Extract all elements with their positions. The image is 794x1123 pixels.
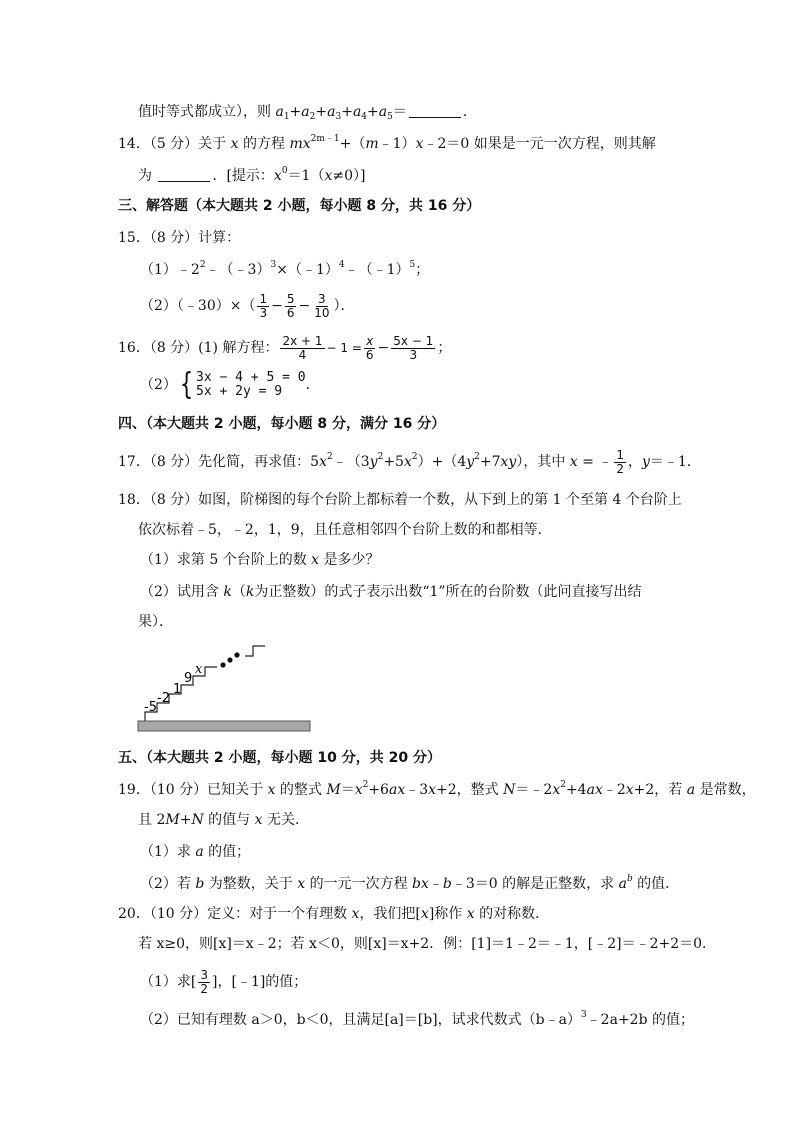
var: M bbox=[165, 812, 180, 828]
term: ＝ bbox=[392, 104, 407, 120]
term: a bbox=[327, 104, 336, 120]
q15-part1 bbox=[140, 260, 429, 280]
numerator: 1 bbox=[259, 291, 268, 306]
var: x bbox=[319, 454, 327, 470]
text: ﹣3 bbox=[405, 782, 429, 798]
text: ； bbox=[415, 262, 430, 278]
q15-heading: 15．（8 分）计算： bbox=[118, 230, 241, 246]
text: 无关． bbox=[262, 812, 309, 828]
text: 16．（8 分）(1) 解方程： bbox=[118, 340, 279, 356]
var: x bbox=[254, 812, 263, 828]
denominator: 2 bbox=[200, 981, 209, 996]
text: ﹣（3 bbox=[332, 454, 370, 470]
numerator: 2x + 1 bbox=[282, 333, 323, 348]
term: + bbox=[315, 104, 328, 120]
step-label-3: 1 bbox=[173, 682, 182, 697]
q19-part2 bbox=[140, 874, 679, 894]
text: ≠0）] bbox=[332, 168, 366, 184]
var: ax bbox=[388, 782, 406, 798]
section-3-heading: 三、解答题（本大题共 2 小题，每小题 8 分，共 16 分） bbox=[118, 198, 481, 214]
text: ﹣（﹣1） bbox=[344, 262, 410, 278]
q13-tail bbox=[138, 102, 477, 122]
numerator: 5 bbox=[286, 291, 295, 306]
text: （2）已知有理数 a＞0，b＜0，且满足[a]＝[b]，试求代数式（b﹣a） bbox=[140, 1012, 581, 1028]
exponent: 2 bbox=[560, 780, 566, 790]
var: x bbox=[403, 454, 412, 470]
ground-bar bbox=[138, 721, 310, 731]
var: a bbox=[195, 844, 204, 860]
numerator: 3 bbox=[200, 967, 209, 982]
var: ax bbox=[586, 782, 603, 798]
q20-line1 bbox=[118, 904, 549, 924]
text: ﹣ bbox=[428, 876, 443, 892]
staircase-figure bbox=[135, 638, 315, 734]
var: a bbox=[686, 782, 696, 798]
section-5-heading: 五、（本大题共 2 小题，每小题 10 分，共 20 分） bbox=[118, 750, 441, 766]
q20-part2 bbox=[140, 1010, 694, 1030]
var: x bbox=[267, 782, 276, 798]
text: +7 bbox=[479, 454, 501, 470]
text: ＝1（ bbox=[287, 168, 325, 184]
text: 的整式 bbox=[275, 782, 327, 798]
numerator: 3 bbox=[318, 291, 326, 306]
term: 2 bbox=[309, 112, 316, 122]
var: mx bbox=[289, 136, 311, 152]
exponent: 4 bbox=[338, 260, 345, 270]
text: 19．（10 分）已知关于 bbox=[118, 782, 268, 798]
q18-part2-cont: 果）． bbox=[138, 614, 173, 630]
text: ＝﹣1． bbox=[649, 454, 701, 470]
var: x bbox=[466, 906, 475, 922]
text: = ﹣ bbox=[577, 454, 613, 470]
text: 为 bbox=[138, 168, 157, 184]
exponent: 2 bbox=[377, 452, 384, 462]
exponent: 2m﹣1 bbox=[310, 134, 340, 144]
dot bbox=[227, 657, 232, 662]
text: ＝﹣2 bbox=[515, 782, 553, 798]
numerator: 5x − 1 bbox=[393, 333, 434, 348]
q19-line1 bbox=[118, 780, 756, 800]
var: x bbox=[415, 136, 424, 152]
text: ），其中 bbox=[516, 454, 570, 470]
exponent: b bbox=[626, 874, 633, 884]
exponent: 3 bbox=[270, 260, 277, 270]
section-4-heading: 四、（本大题共 2 小题，每小题 8 分，满分 16 分） bbox=[118, 416, 446, 432]
var: k bbox=[245, 584, 255, 600]
text: +5 bbox=[383, 454, 404, 470]
text: ﹣2 bbox=[602, 782, 626, 798]
denominator: 3 bbox=[409, 347, 418, 362]
term: 5 bbox=[387, 112, 393, 122]
q15-part2 bbox=[140, 290, 354, 322]
term: a bbox=[352, 104, 362, 120]
var: bx bbox=[412, 876, 429, 892]
var: a bbox=[618, 876, 627, 892]
numerator: x bbox=[366, 333, 374, 348]
left-brace: { bbox=[179, 367, 194, 402]
var: N bbox=[503, 782, 516, 798]
exponent: 2 bbox=[362, 780, 369, 790]
text: 且 2 bbox=[138, 812, 166, 828]
q14-line2 bbox=[138, 166, 366, 186]
q14-number: 14．（5 分）关于 bbox=[118, 136, 231, 152]
exponent: 2 bbox=[474, 452, 480, 462]
var: x bbox=[625, 782, 634, 798]
exponent: 2 bbox=[199, 260, 206, 270]
text: ]，[﹣1]的值； bbox=[212, 974, 308, 990]
upper-stair-steps bbox=[245, 646, 265, 656]
dot bbox=[234, 652, 239, 657]
var: x bbox=[420, 906, 429, 922]
text: 为整数，关于 bbox=[204, 876, 298, 892]
q19-line2 bbox=[138, 810, 309, 830]
text: ，我们把[ bbox=[359, 906, 421, 922]
q16-part1 bbox=[118, 332, 451, 364]
denominator: 4 bbox=[298, 347, 307, 362]
var: x bbox=[351, 906, 360, 922]
text: ﹣2＝0 如果是一元一次方程，则其解 bbox=[423, 136, 656, 152]
q20-part1 bbox=[140, 966, 307, 998]
exponent: 2 bbox=[327, 452, 333, 462]
term: a bbox=[301, 104, 310, 120]
system-lines bbox=[196, 371, 306, 399]
denominator: 10 bbox=[314, 305, 330, 320]
text: 是多少？ bbox=[319, 552, 380, 568]
text: 的值； bbox=[203, 844, 251, 860]
text: ＝ bbox=[340, 782, 355, 798]
text: 为正整数）的式子表示出数“1”所在的台阶数（此问直接写出结 bbox=[254, 584, 642, 600]
q18-part2 bbox=[140, 582, 642, 602]
q17 bbox=[118, 446, 701, 478]
text: ）+（4 bbox=[417, 454, 467, 470]
term: 1 bbox=[283, 112, 290, 122]
var: x bbox=[311, 552, 320, 568]
text: +6 bbox=[368, 782, 389, 798]
fraction bbox=[280, 335, 324, 362]
answer-blank[interactable] bbox=[409, 103, 461, 118]
text: − 1 = bbox=[326, 341, 362, 355]
step-label-4: 9 bbox=[184, 671, 193, 686]
var: b bbox=[195, 876, 205, 892]
exponent: 2 bbox=[411, 452, 418, 462]
text: ﹣1） bbox=[378, 136, 416, 152]
term: a bbox=[378, 104, 388, 120]
text: + bbox=[179, 812, 192, 828]
var: M bbox=[326, 782, 341, 798]
text: 的对称数． bbox=[474, 906, 550, 922]
q13-lead: 值时等式都成立），则 bbox=[138, 104, 276, 120]
denominator: 6 bbox=[365, 347, 374, 362]
text: +2，整式 bbox=[436, 782, 504, 798]
text: ， bbox=[627, 454, 642, 470]
var: x bbox=[552, 782, 561, 798]
var: xy bbox=[500, 454, 517, 470]
system-line-1: 3x − 4 + 5 = 0 bbox=[196, 370, 306, 385]
equation-system bbox=[177, 367, 306, 402]
system-line-2: 5x + 2y = 9 bbox=[196, 384, 283, 399]
exponent: 3 bbox=[580, 1010, 587, 1020]
term: 3 bbox=[335, 112, 342, 122]
term: + bbox=[367, 104, 379, 120]
numerator: 1 bbox=[616, 447, 624, 462]
var: x bbox=[273, 168, 282, 184]
text: 的值与 bbox=[203, 812, 255, 828]
var: N bbox=[191, 812, 204, 828]
text: ×（﹣1） bbox=[276, 262, 339, 278]
fraction bbox=[614, 449, 626, 476]
text: （2）（﹣30）×（ bbox=[140, 298, 256, 314]
var: y bbox=[466, 454, 475, 470]
q20-line2: 若 x≥0，则[x]＝x﹣2；若 x＜0，则[x]＝x+2．例：[1]＝1﹣2＝﹣1，[﹣2]＝﹣2+2＝0． bbox=[138, 936, 717, 952]
q16-part2 bbox=[140, 367, 320, 402]
q18-part1 bbox=[140, 550, 380, 570]
var: y bbox=[369, 454, 378, 470]
text: ．[提示： bbox=[212, 168, 274, 184]
text: 17．（8 分）先化简，再求值：5 bbox=[118, 454, 320, 470]
text: （ bbox=[231, 584, 246, 600]
term: a bbox=[275, 104, 284, 120]
exponent: 0 bbox=[281, 166, 288, 176]
var: b bbox=[442, 876, 452, 892]
var: x bbox=[297, 876, 306, 892]
text: ﹣3＝0 的解是正整数，求 bbox=[451, 876, 619, 892]
term: + bbox=[289, 104, 302, 120]
text: +2，若 bbox=[633, 782, 687, 798]
term: + bbox=[341, 104, 353, 120]
fraction bbox=[285, 293, 297, 320]
operator: − bbox=[298, 298, 311, 314]
q14-line1 bbox=[118, 134, 656, 154]
q19-part1 bbox=[140, 842, 250, 862]
text: 的方程 bbox=[238, 136, 290, 152]
dot bbox=[220, 662, 225, 667]
step-label-1: -5 bbox=[144, 700, 157, 715]
text: （1）﹣2 bbox=[140, 262, 200, 278]
text: +（ bbox=[339, 136, 366, 152]
q13-end: ． bbox=[462, 104, 477, 120]
operator: − bbox=[271, 298, 283, 314]
text: ； bbox=[437, 340, 452, 356]
text: 的值． bbox=[632, 876, 680, 892]
var: y bbox=[641, 454, 650, 470]
text: 20．（10 分）定义：对于一个有理数 bbox=[118, 906, 352, 922]
var: x bbox=[569, 454, 578, 470]
answer-blank[interactable] bbox=[158, 167, 210, 182]
q18-line1: 18．（8 分）如图，阶梯图的每个台阶上都标着一个数，从下到上的第 1 个至第 4 个台阶上 bbox=[118, 492, 682, 508]
var: x bbox=[324, 168, 333, 184]
step-label-2: -2 bbox=[157, 691, 170, 706]
text: ﹣（﹣3） bbox=[205, 262, 271, 278]
fraction bbox=[391, 335, 435, 362]
var: m bbox=[365, 136, 379, 152]
text: ﹣2a+2b 的值； bbox=[586, 1012, 694, 1028]
exponent: 5 bbox=[409, 260, 416, 270]
fraction bbox=[198, 969, 210, 996]
fraction bbox=[364, 335, 376, 362]
text: ）． bbox=[333, 298, 355, 314]
denominator: 3 bbox=[259, 305, 268, 320]
operator: − bbox=[377, 340, 390, 356]
var: x bbox=[428, 782, 437, 798]
q18-line2: 依次标着﹣5，﹣2，1，9，且任意相邻四个台阶上数的和都相等． bbox=[138, 522, 552, 538]
text: （2）若 bbox=[140, 876, 196, 892]
text: （1）求[ bbox=[140, 974, 197, 990]
fraction bbox=[312, 293, 331, 320]
text: ]称作 bbox=[428, 906, 467, 922]
var: x bbox=[230, 136, 239, 152]
text: （2） bbox=[140, 377, 177, 393]
term: 4 bbox=[361, 112, 368, 122]
text: 是常数， bbox=[695, 782, 756, 798]
text: ． bbox=[305, 377, 320, 393]
var: k bbox=[223, 584, 232, 600]
var: x bbox=[354, 782, 363, 798]
text: （1）求第 5 个台阶上的数 bbox=[140, 552, 312, 568]
step-label-5: x bbox=[195, 662, 203, 677]
text: 的一元一次方程 bbox=[305, 876, 413, 892]
text: （2）试用含 bbox=[140, 584, 224, 600]
denominator: 6 bbox=[286, 305, 295, 320]
fraction bbox=[257, 293, 269, 320]
text: （1）求 bbox=[140, 844, 196, 860]
text: +4 bbox=[565, 782, 587, 798]
denominator: 2 bbox=[616, 461, 624, 476]
